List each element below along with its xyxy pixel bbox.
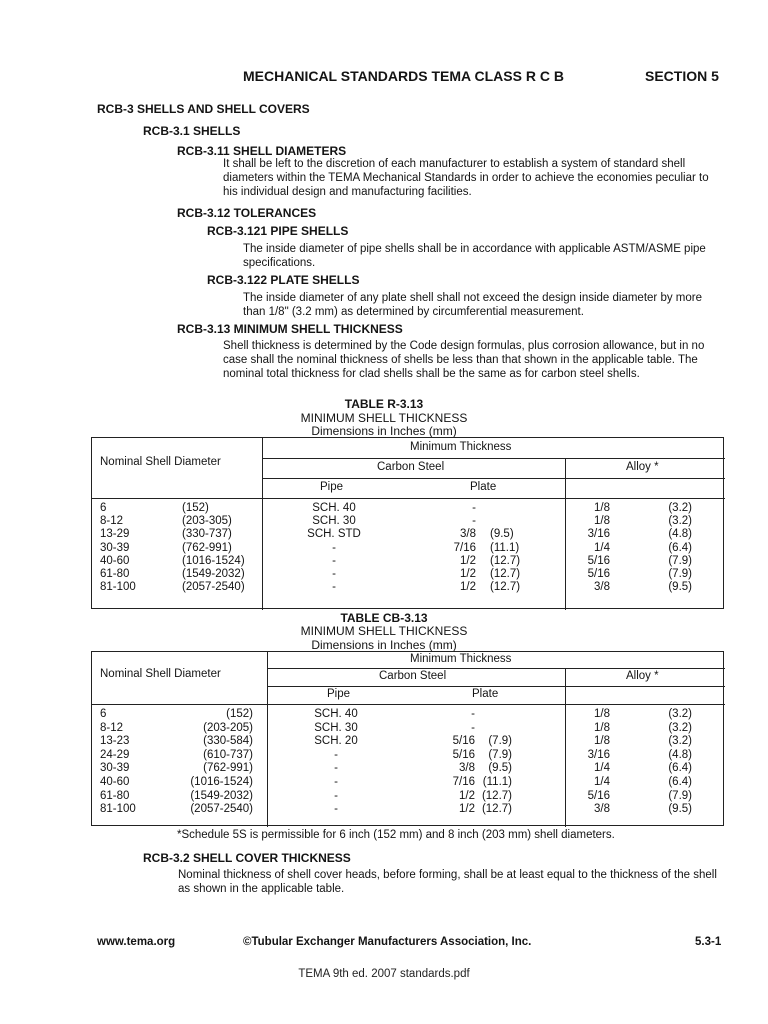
- cell-alloy: 5/16: [587, 554, 610, 567]
- header-alloy: Alloy *: [626, 461, 659, 473]
- cell-alloy-mm: (3.2): [668, 721, 692, 734]
- cell-alloy: 1/4: [594, 762, 610, 775]
- cell-diameter-mm: (1016-1524): [190, 776, 253, 788]
- cell-plate: -: [471, 721, 475, 734]
- table-cb-3-13: [91, 651, 724, 826]
- cell-plate: 1/2: [459, 803, 475, 816]
- cell-plate-mm: (11.1): [482, 776, 512, 788]
- cell-plate: 1/2: [460, 581, 476, 594]
- footer-page-number: 5.3-1: [695, 936, 722, 948]
- cell-alloy-mm: (4.8): [668, 748, 692, 761]
- cell-diameter: 61-80: [100, 789, 130, 802]
- cell-diameter: 40-60: [100, 776, 130, 788]
- cell-plate: -: [471, 708, 475, 720]
- header-plate: Plate: [472, 688, 499, 700]
- table-r-3-13: [91, 437, 724, 609]
- cell-plate-mm: (12.7): [481, 803, 512, 816]
- header-plate: Plate: [470, 481, 497, 493]
- header-carbon-steel: Carbon Steel: [379, 670, 447, 682]
- cell-diameter: 8-12: [100, 721, 124, 734]
- cell-plate: 5/16: [452, 748, 475, 761]
- cell-pipe: SCH. 30: [312, 515, 356, 528]
- cell-diameter: 13-23: [100, 735, 130, 748]
- cell-plate: 5/16: [452, 735, 475, 748]
- cell-pipe: -: [332, 541, 336, 554]
- cell-plate-mm: (12.7): [490, 568, 521, 580]
- cell-diameter-mm: (152): [226, 708, 253, 720]
- cell-pipe: SCH. STD: [307, 528, 361, 541]
- cell-pipe: -: [334, 776, 338, 788]
- cell-diameter-mm: (762-991): [203, 762, 253, 775]
- cell-diameter-mm: (152): [182, 502, 209, 514]
- cell-diameter-mm: (203-205): [203, 721, 253, 734]
- cell-alloy: 1/4: [594, 541, 610, 554]
- header-nominal-diameter: Nominal Shell Diameter: [100, 668, 221, 680]
- cell-plate-mm: (12.7): [490, 581, 521, 594]
- cell-pipe: -: [332, 568, 336, 580]
- table-r-caption: TABLE R-3.13: [344, 397, 424, 411]
- cell-alloy: 1/8: [594, 721, 610, 734]
- header-nominal-diameter: Nominal Shell Diameter: [100, 456, 221, 468]
- cell-alloy: 1/8: [594, 708, 610, 720]
- cell-diameter: 40-60: [100, 554, 130, 567]
- cell-diameter: 6: [100, 502, 107, 514]
- cell-pipe: -: [334, 762, 338, 775]
- cell-plate-mm: (7.9): [488, 735, 512, 748]
- cell-alloy-mm: (6.4): [668, 541, 692, 554]
- cell-pipe: -: [334, 789, 338, 802]
- cell-diameter-mm: (330-737): [182, 528, 232, 541]
- cell-alloy-mm: (3.2): [668, 708, 692, 720]
- cell-diameter: 6: [100, 708, 107, 720]
- cell-diameter: 13-29: [100, 528, 130, 541]
- heading-rcb312: RCB-3.12 TOLERANCES: [177, 206, 317, 220]
- footer-website[interactable]: www.tema.org: [97, 936, 176, 948]
- cell-diameter-mm: (610-737): [203, 748, 253, 761]
- cell-pipe: SCH. 20: [314, 735, 358, 748]
- paragraph-rcb3122: The inside diameter of any plate shell shall not exceed the design inside diameter by more than 1/8" (3.2 mm) as determined by circumferential measurement.: [243, 292, 702, 318]
- table-r-title: MINIMUM SHELL THICKNESS: [300, 411, 468, 425]
- cell-alloy-mm: (7.9): [668, 568, 692, 580]
- cell-pipe: -: [334, 803, 338, 816]
- cell-plate: 3/8: [459, 762, 475, 775]
- cell-alloy: 3/16: [587, 528, 610, 541]
- cell-diameter: 8-12: [100, 515, 124, 528]
- cell-diameter: 30-39: [100, 762, 130, 775]
- cell-plate: 7/16: [453, 541, 476, 554]
- table-cb-caption: TABLE CB-3.13: [340, 611, 428, 625]
- cell-pipe: -: [332, 554, 336, 567]
- cell-pipe: -: [332, 581, 336, 594]
- cell-alloy-mm: (3.2): [668, 735, 692, 748]
- cell-diameter-mm: (203-305): [182, 515, 232, 528]
- cell-alloy: 1/8: [594, 502, 610, 514]
- heading-rcb3: RCB-3 SHELLS AND SHELL COVERS: [97, 102, 310, 116]
- cell-diameter: 81-100: [100, 581, 136, 594]
- table-cb-title: MINIMUM SHELL THICKNESS: [300, 624, 468, 638]
- paragraph-rcb32: Nominal thickness of shell cover heads, before forming, shall be at least equal to the thickness of the shell as shown in the applicable table.: [178, 869, 717, 895]
- cell-alloy-mm: (3.2): [668, 502, 692, 514]
- cell-diameter-mm: (762-991): [182, 541, 232, 554]
- cell-alloy: 1/4: [594, 776, 610, 788]
- cell-alloy-mm: (6.4): [668, 762, 692, 775]
- cell-diameter: 30-39: [100, 541, 130, 554]
- cell-alloy-mm: (7.9): [668, 554, 692, 567]
- cell-alloy-mm: (7.9): [668, 789, 692, 802]
- cell-alloy: 1/8: [594, 735, 610, 748]
- cell-plate: 1/2: [460, 568, 476, 580]
- heading-rcb311: RCB-3.11 SHELL DIAMETERS: [177, 144, 347, 158]
- cell-diameter-mm: (1016-1524): [182, 554, 245, 567]
- cell-alloy-mm: (9.5): [668, 581, 692, 594]
- heading-rcb3122: RCB-3.122 PLATE SHELLS: [207, 273, 360, 287]
- cell-diameter-mm: (2057-2540): [190, 803, 253, 816]
- header-pipe: Pipe: [320, 481, 344, 493]
- cell-diameter-mm: (1549-2032): [182, 568, 245, 580]
- cell-alloy: 3/8: [594, 803, 610, 816]
- header-pipe: Pipe: [327, 688, 351, 700]
- cell-alloy: 1/8: [594, 515, 610, 528]
- header-minimum-thickness: Minimum Thickness: [410, 441, 512, 453]
- header-minimum-thickness: Minimum Thickness: [410, 653, 512, 665]
- header-carbon-steel: Carbon Steel: [377, 461, 445, 473]
- cell-diameter-mm: (1549-2032): [190, 789, 253, 802]
- cell-pipe: SCH. 40: [314, 708, 358, 720]
- cell-plate: 1/2: [459, 789, 475, 802]
- heading-rcb313: RCB-3.13 MINIMUM SHELL THICKNESS: [177, 322, 403, 336]
- cell-plate-mm: (12.7): [481, 789, 512, 802]
- cell-plate-mm: (9.5): [488, 762, 512, 775]
- pdf-filename: TEMA 9th ed. 2007 standards.pdf: [298, 968, 470, 980]
- cell-plate-mm: (7.9): [488, 748, 512, 761]
- paragraph-rcb313: Shell thickness is determined by the Code design formulas, plus corrosion allowance, but in no case shall the nominal thickness of shells be less than that shown in the applicable table. The nominal total thickness for clad shells shall be the same as for carbon steel shells.: [223, 340, 705, 380]
- cell-plate: 7/16: [452, 776, 475, 788]
- cell-pipe: SCH. 30: [314, 721, 358, 734]
- table-cb-units: Dimensions in Inches (mm): [311, 638, 457, 652]
- cell-alloy-mm: (6.4): [668, 776, 692, 788]
- table-r-units: Dimensions in Inches (mm): [311, 424, 457, 438]
- cell-diameter: 81-100: [100, 803, 136, 816]
- cell-plate: 3/8: [460, 528, 476, 541]
- paragraph-rcb311: It shall be left to the discretion of each manufacturer to establish a system of standard shell diameters within the TEMA Mechanical Standards in order to achieve the economies peculiar to his individual design and manufacturing facilities.: [223, 158, 709, 198]
- page-title: MECHANICAL STANDARDS TEMA CLASS R C B: [243, 68, 564, 84]
- cell-plate-mm: (12.7): [490, 554, 521, 567]
- cell-alloy: 5/16: [587, 789, 610, 802]
- cell-pipe: SCH. 40: [312, 502, 356, 514]
- cell-plate: 1/2: [460, 554, 476, 567]
- cell-diameter: 61-80: [100, 568, 130, 580]
- section-label: SECTION 5: [645, 68, 719, 84]
- cell-alloy: 3/8: [594, 581, 610, 594]
- cell-pipe: -: [334, 748, 338, 761]
- cell-diameter: 24-29: [100, 748, 130, 761]
- paragraph-rcb3121: The inside diameter of pipe shells shall be in accordance with applicable ASTM/ASME pipe specifications.: [243, 243, 706, 269]
- cell-diameter-mm: (330-584): [203, 735, 253, 748]
- cell-plate: -: [472, 515, 476, 528]
- heading-rcb3121: RCB-3.121 PIPE SHELLS: [207, 224, 349, 238]
- cell-plate-mm: (11.1): [490, 541, 520, 554]
- header-alloy: Alloy *: [626, 670, 659, 682]
- heading-rcb31: RCB-3.1 SHELLS: [143, 124, 241, 138]
- cell-alloy-mm: (4.8): [668, 528, 692, 541]
- footer-copyright: ©Tubular Exchanger Manufacturers Association, Inc.: [243, 936, 532, 948]
- cell-alloy: 3/16: [587, 748, 610, 761]
- cell-diameter-mm: (2057-2540): [182, 581, 245, 594]
- cell-plate: -: [472, 502, 476, 514]
- heading-rcb32: RCB-3.2 SHELL COVER THICKNESS: [143, 851, 351, 865]
- cell-alloy-mm: (9.5): [668, 803, 692, 816]
- cell-alloy-mm: (3.2): [668, 515, 692, 528]
- schedule-note: *Schedule 5S is permissible for 6 inch (152 mm) and 8 inch (203 mm) shell diameters.: [177, 829, 615, 841]
- cell-plate-mm: (9.5): [490, 528, 514, 541]
- cell-alloy: 5/16: [587, 568, 610, 580]
